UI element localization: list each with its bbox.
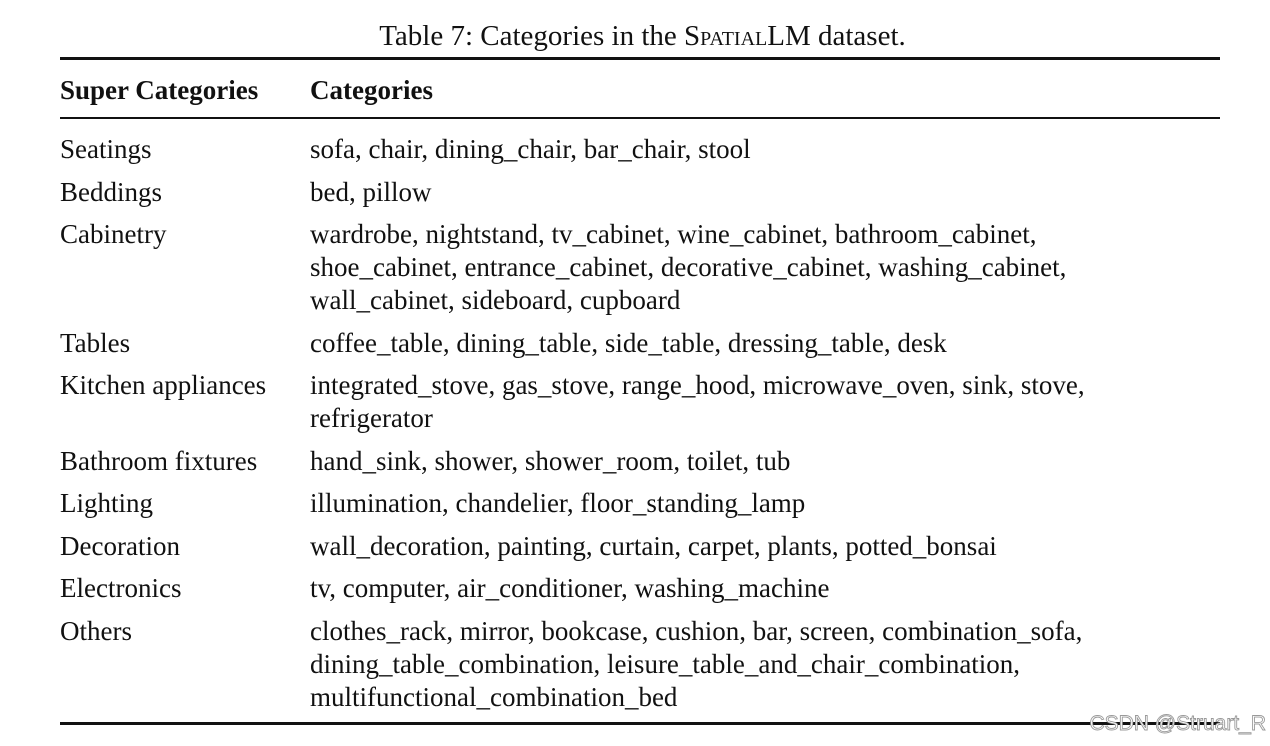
super-category-cell: Lighting — [60, 488, 153, 518]
caption-suffix: dataset. — [810, 20, 906, 52]
table-row — [0, 327, 1270, 360]
super-category-cell: Decoration — [60, 530, 180, 561]
categories-cell: integrated_stove, gas_stove, range_hood, microwave_oven, sink, stove, refrigerator — [310, 370, 1085, 433]
header-super-categories: Super Categories — [60, 75, 259, 105]
super-category-cell: Others — [60, 615, 132, 646]
table-row — [0, 133, 1270, 166]
top-rule — [60, 57, 1220, 60]
watermark: CSDN @Struart_R — [1089, 712, 1266, 735]
table-row — [0, 487, 1270, 520]
table-row — [0, 445, 1270, 478]
super-category-cell: Tables — [60, 327, 131, 358]
categories-cell: bed, pillow — [310, 176, 432, 207]
categories-cell: coffee_table, dining_table, side_table, dressing_table, desk — [310, 327, 947, 358]
table-row — [0, 615, 1270, 714]
table-row — [0, 572, 1270, 605]
caption-prefix: Table 7: Categories in the — [379, 20, 685, 52]
super-category-cell: Electronics — [60, 573, 182, 603]
categories-cell: wall_decoration, painting, curtain, carpet, plants, potted_bonsai — [310, 530, 997, 561]
caption-dataset-name: SpatialLM — [684, 20, 811, 52]
table-row — [0, 218, 1270, 317]
categories-cell: wardrobe, nightstand, tv_cabinet, wine_cabinet, bathroom_cabinet, shoe_cabinet, entrance_cabinet, decorative_cabinet, washing_cabinet, wall_cabinet, sideboard, cupboard — [310, 219, 1067, 315]
table-row — [0, 369, 1270, 435]
header-rule — [60, 117, 1220, 119]
table-body — [0, 133, 1270, 723]
super-category-cell: Cabinetry — [60, 219, 167, 249]
categories-cell: hand_sink, shower, shower_room, toilet, tub — [310, 445, 791, 476]
categories-cell: sofa, chair, dining_chair, bar_chair, stool — [310, 134, 751, 164]
super-category-cell: Bathroom fixtures — [60, 445, 258, 476]
header-categories: Categories — [310, 75, 433, 105]
super-category-cell: Beddings — [60, 176, 163, 207]
table-header — [0, 72, 1270, 110]
categories-cell: illumination, chandelier, floor_standing_lamp — [310, 488, 806, 518]
table-row — [0, 530, 1270, 563]
bottom-rule — [60, 722, 1220, 725]
table-caption — [0, 16, 1270, 56]
super-category-cell: Seatings — [60, 134, 152, 164]
super-category-cell: Kitchen appliances — [60, 370, 267, 400]
categories-cell: clothes_rack, mirror, bookcase, cushion, bar, screen, combination_sofa, dining_table_combination, leisure_table_and_chair_combination, multifunctional_combination_bed — [310, 615, 1083, 712]
categories-cell: tv, computer, air_conditioner, washing_machine — [310, 573, 830, 603]
table-row — [0, 176, 1270, 209]
